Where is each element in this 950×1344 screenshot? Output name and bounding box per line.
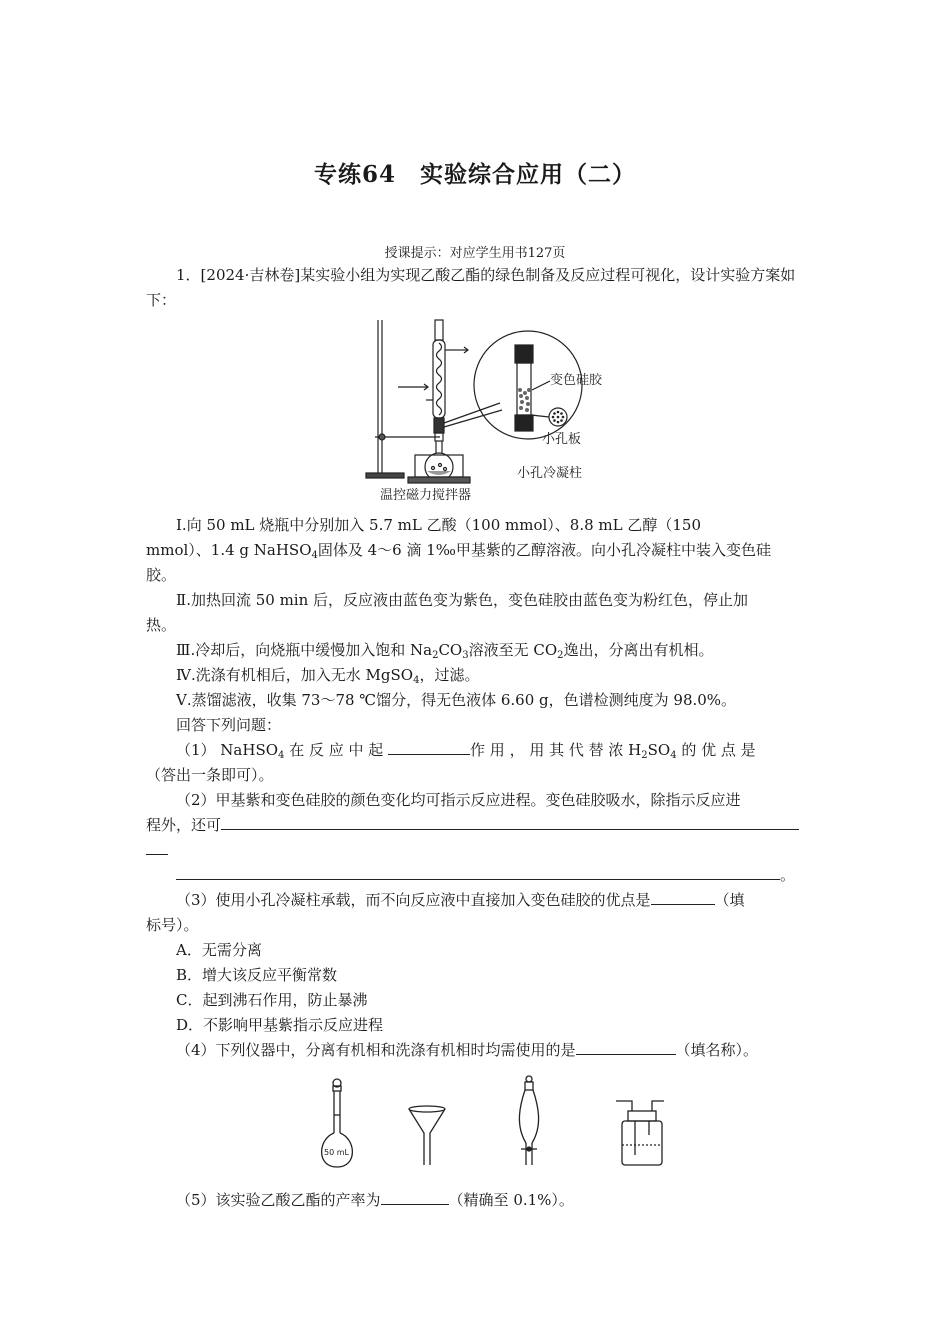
step-3 [176,638,714,663]
question-1-part-1 [176,738,756,763]
figure-label-silica: 变色硅胶 [550,373,603,388]
page-title: 专练64 实验综合应用（二） [313,161,636,188]
part-1-text-d: SO [647,741,671,759]
step-2-line-1: Ⅱ.加热回流 50 min 后，反应液由蓝色变为紫色，变色硅胶由蓝色变为粉红色，停止加 [176,591,749,609]
subscript: 4 [311,550,318,561]
part-2-text-b: 程外，还可 [146,816,222,834]
question-1-intro: 1．[2024·吉林卷]某实验小组为实现乙酸乙酯的绿色制备及反应过程可视化，设计实验方案如下： [146,266,796,309]
question-1-part-2: （2）甲基紫和变色硅胶的颜色变化均可指示反应进程。变色硅胶吸水，除指示反应进 [176,791,741,809]
subscript: 2 [432,650,439,661]
part-2-line-2 [146,813,799,838]
question-1-part-4 [176,1038,758,1063]
option-d: D．不影响甲基紫指示反应进程 [176,1016,384,1034]
question-1-part-3 [176,888,745,913]
separatory-funnel-icon [519,1076,538,1165]
step-4 [176,663,479,688]
step-1-text-b: 固体及 4～6 滴 1‰甲基紫的乙醇溶液。向小孔冷凝柱中装入变色硅 [317,541,771,559]
step-4-text-a: Ⅳ.洗涤有机相后，加入无水 MgSO [176,666,414,684]
step-3-text-c: 溶液至无 CO [468,641,558,659]
apparatus-figure [360,315,630,505]
question-1-part-5 [176,1188,574,1213]
prompt: 回答下列问题： [176,716,282,734]
answer-blank-3[interactable] [651,888,715,905]
answer-blank-5[interactable] [381,1188,449,1205]
funnel-icon [409,1106,445,1165]
answer-blank-2b[interactable] [146,838,168,855]
textbook-hint: 授课提示：对应学生用书127页 [384,246,566,261]
step-1-line-3: 胶。 [146,566,177,584]
gas-washing-bottle-icon [616,1101,664,1165]
subscript: 3 [462,650,469,661]
subscript: 4 [278,750,285,761]
part-2-line-3 [146,838,168,863]
part-4-text-a: （4）下列仪器中，分离有机相和洗涤有机相时均需使用的是 [176,1041,576,1059]
step-3-text-a: Ⅲ.冷却后，向烧瓶中缓慢加入饱和 Na [176,641,433,659]
answer-blank-1[interactable] [388,738,470,755]
part-1-text-b: 在 反 应 中 起 [284,741,389,759]
figure-label-column: 小孔冷凝柱 [517,466,583,481]
step-3-text-d: 逸出，分离出有机相。 [563,641,714,659]
step-1-line-2 [146,538,771,563]
part-5-text-b: （精确至 0.1%）。 [448,1191,574,1209]
flask-label: 50 mL [324,1148,349,1157]
subscript: 2 [557,650,564,661]
answer-blank-4[interactable] [576,1038,676,1055]
part-5-text-a: （5）该实验乙酸乙酯的产率为 [176,1191,381,1209]
part-4-text-b: （填名称）。 [675,1041,759,1059]
part-3-text-a: （3）使用小孔冷凝柱承载，而不向反应液中直接加入变色硅胶的优点是 [176,891,651,909]
part-1-text-a: （1） NaHSO [176,741,279,759]
part-1-line-2: （答出一条即可）。 [146,766,274,784]
step-1-text-a: mmol）、1.4 g NaHSO [146,541,312,559]
part-3-text-b: （填 [714,891,745,909]
part-3-line-2: 标号）。 [146,916,199,934]
subscript: 4 [413,675,420,686]
part-1-text-c: 作 用 ， 用 其 代 替 浓 H [470,741,642,759]
part-2-end: 。 [780,866,796,884]
step-4-text-b: ，过滤。 [419,666,480,684]
part-2-line-4 [176,863,795,888]
option-c: C．起到沸石作用，防止暴沸 [176,991,368,1009]
option-b: B．增大该反应平衡常数 [176,966,338,984]
figure-label-plate: 小孔板 [542,432,582,447]
option-a: A．无需分离 [176,941,262,959]
step-1-line-1: Ⅰ.向 50 mL 烧瓶中分别加入 5.7 mL 乙酸（100 mmol）、8.8 mL 乙醇（150 [176,516,701,534]
answer-blank-2c[interactable] [176,863,780,880]
step-5: Ⅴ.蒸馏滤液，收集 73～78 ℃馏分，得无色液体 6.60 g，色谱检测纯度为 98.0%。 [176,691,737,709]
step-3-text-b: CO [438,641,463,659]
figure-label-stirrer: 温控磁力搅拌器 [380,488,472,503]
part-1-text-e: 的 优 点 是 [676,741,756,759]
answer-blank-2a[interactable] [221,813,799,830]
subscript: 4 [670,750,677,761]
step-2-line-2: 热。 [146,616,177,634]
instruments-figure [310,1075,670,1175]
subscript: 2 [641,750,648,761]
